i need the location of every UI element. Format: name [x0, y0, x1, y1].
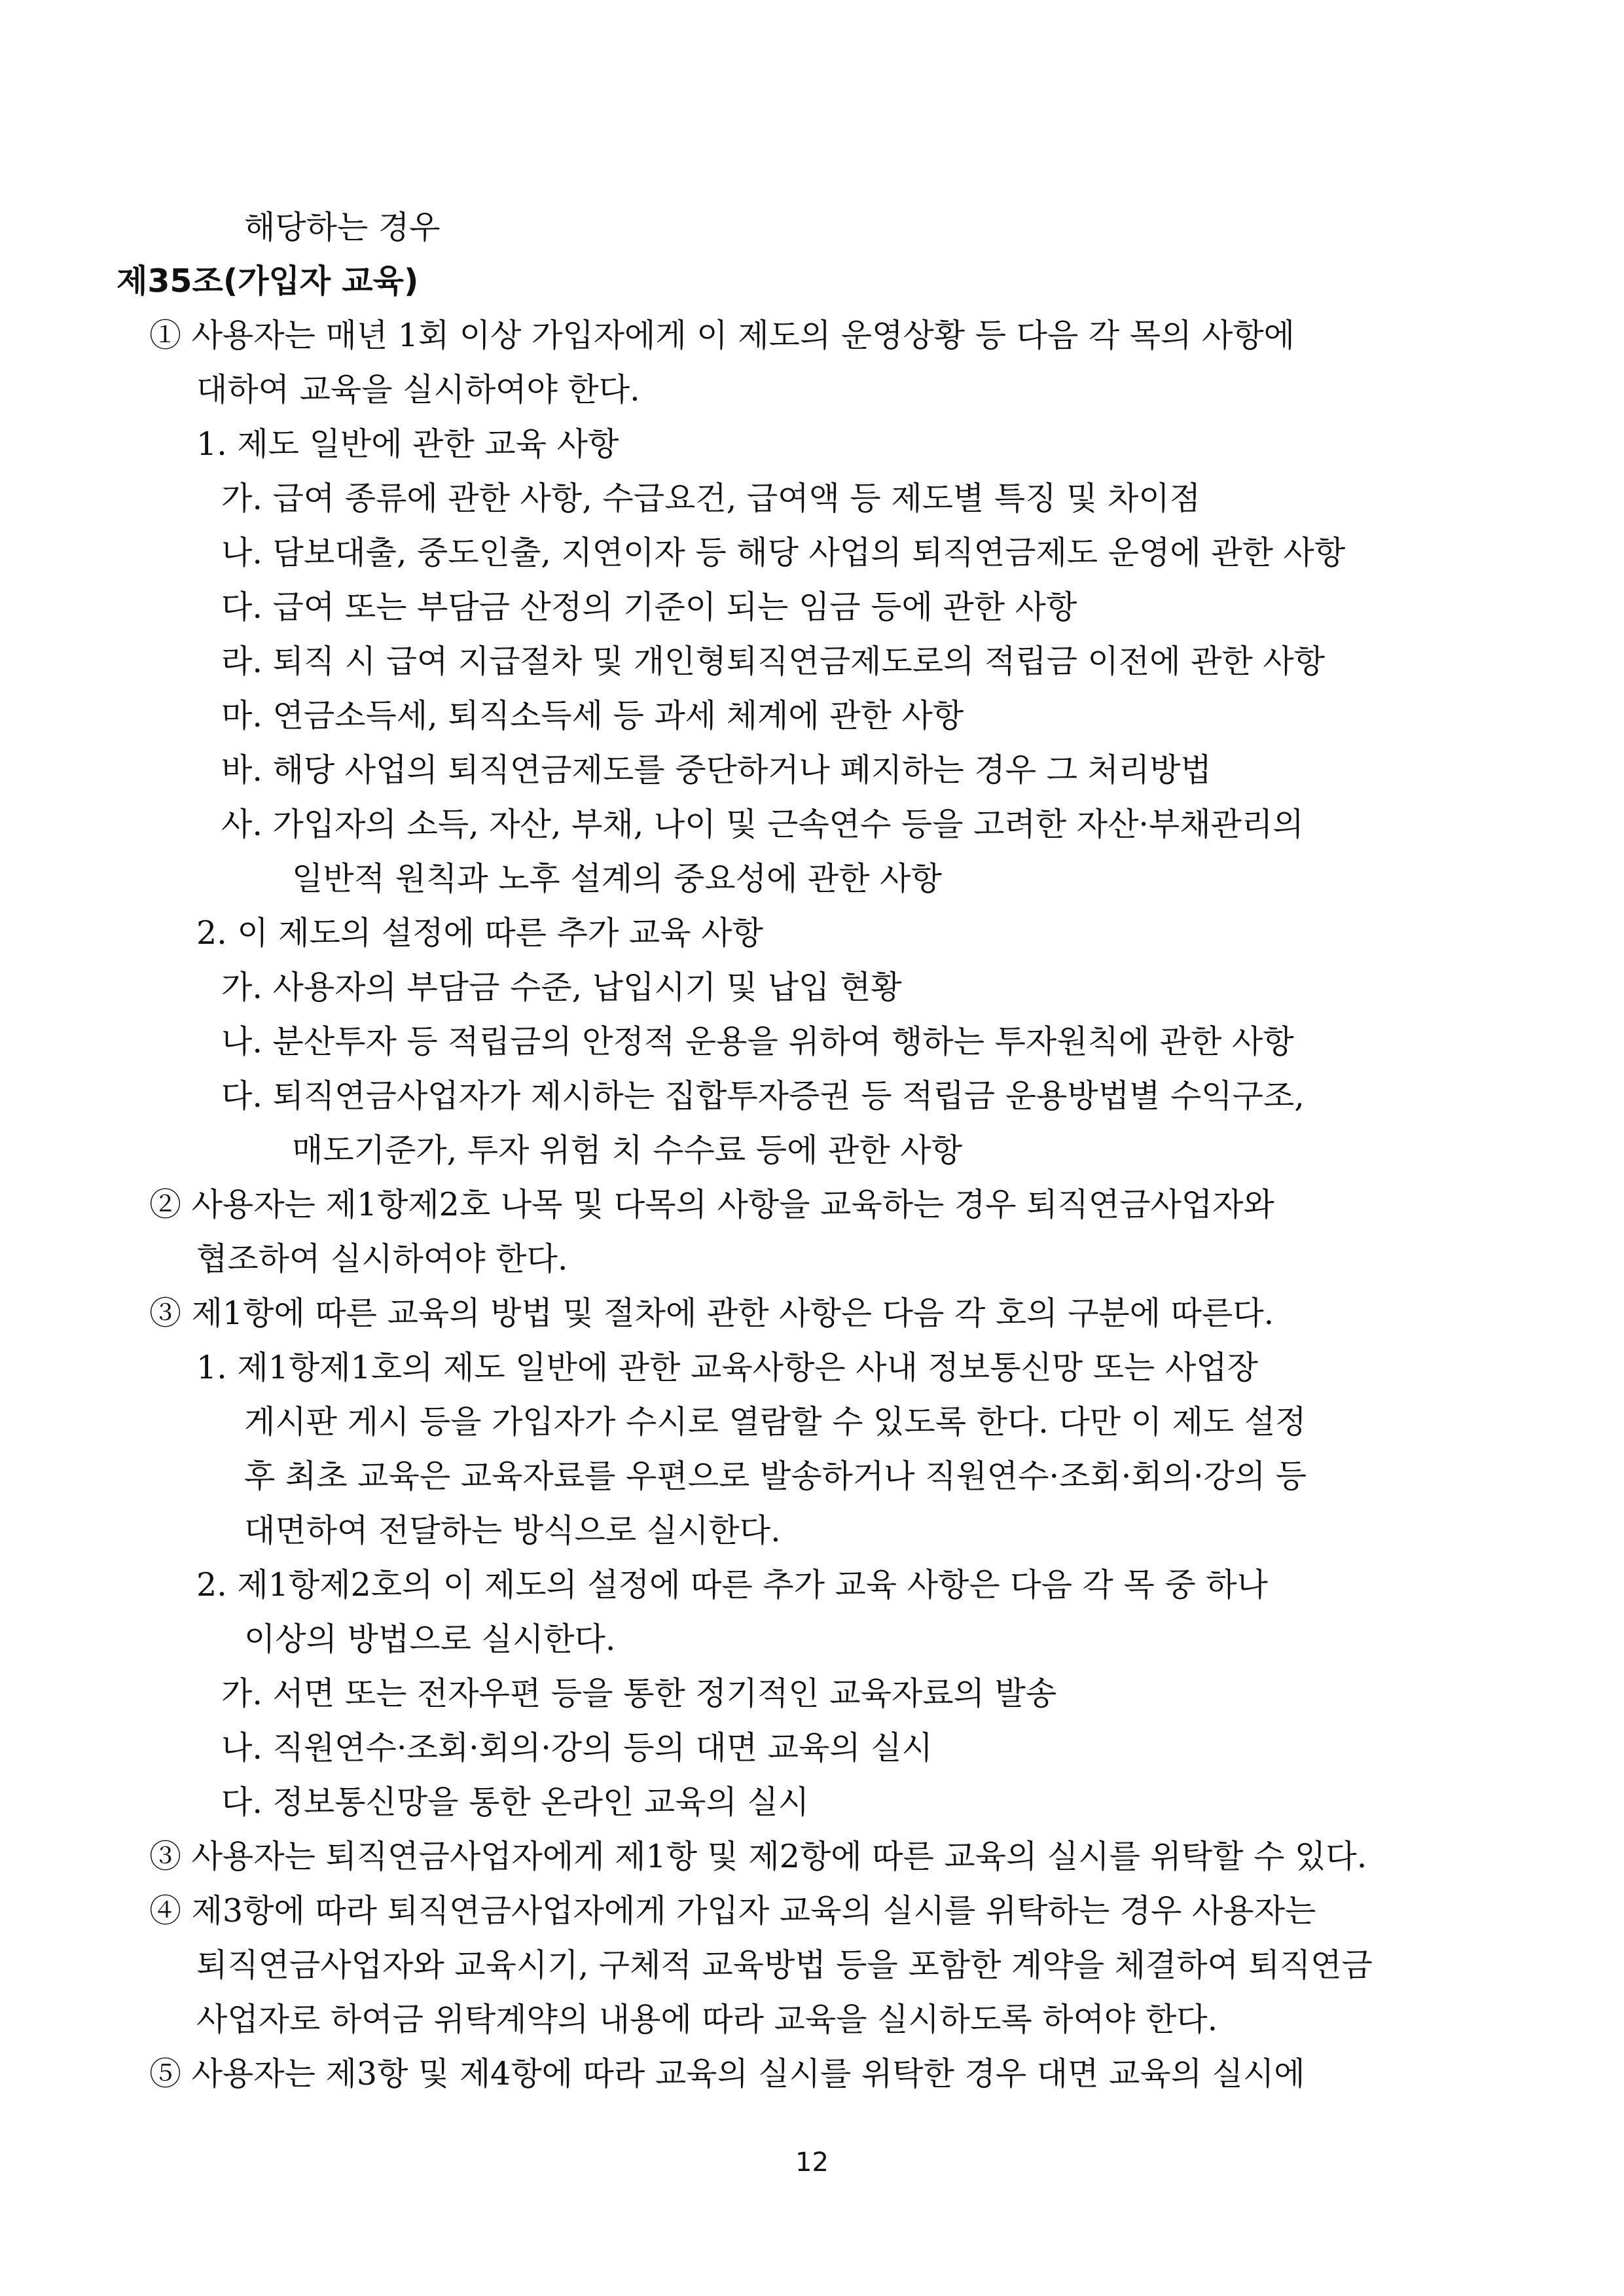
para3-item-2-cont: 이상의 방법으로 실시한다.	[244, 1621, 616, 1658]
para3-item-1-cont-1: 게시판 게시 등을 가입자가 수시로 열람할 수 있도록 한다. 다만 이 제도 설정	[244, 1403, 1307, 1441]
paragraph-5: ⑤ 사용자는 제3항 및 제4항에 따라 교육의 실시를 위탁한 경우 대면 교육의 실시에	[149, 2055, 1305, 2092]
paragraph-4-cont-1: 퇴직연금사업자와 교육시기, 구체적 교육방법 등을 포함한 계약을 체결하여 퇴직연금	[196, 1946, 1373, 1984]
paragraph-4: ④ 제3항에 따라 퇴직연금사업자에게 가입자 교육의 실시를 위탁하는 경우 사용자는	[149, 1892, 1316, 1929]
paragraph-3b: ③ 사용자는 퇴직연금사업자에게 제1항 및 제2항에 따른 교육의 실시를 위탁할 수 있다.	[149, 1838, 1367, 1875]
para3-sub-item-ga: 가. 서면 또는 전자우편 등을 통한 정기적인 교육자료의 발송	[221, 1675, 1057, 1712]
para3-item-1-cont-3: 대면하여 전달하는 방식으로 실시한다.	[244, 1512, 781, 1549]
item-1: 1. 제도 일반에 관한 교육 사항	[196, 425, 619, 463]
para3-sub-item-da: 다. 정보통신망을 통한 온라인 교육의 실시	[221, 1784, 810, 1821]
sub-item-na: 나. 담보대출, 중도인출, 지연이자 등 해당 사업의 퇴직연금제도 운영에 관한 사항	[221, 534, 1346, 571]
page-number: 12	[795, 2147, 829, 2178]
sub-item-da-2: 다. 퇴직연금사업자가 제시하는 집합투자증권 등 적립금 운용방법별 수익구조,	[221, 1077, 1305, 1115]
para3-item-1-cont-2: 후 최초 교육은 교육자료를 우편으로 발송하거나 직원연수·조회·회의·강의 등	[244, 1458, 1307, 1495]
sub-item-sa-cont: 일반적 원칙과 노후 설계의 중요성에 관한 사항	[292, 860, 942, 897]
sub-item-ma: 마. 연금소득세, 퇴직소득세 등 과세 체계에 관한 사항	[221, 697, 964, 734]
paragraph-2: ② 사용자는 제1항제2호 나목 및 다목의 사항을 교육하는 경우 퇴직연금사업자와	[149, 1186, 1274, 1223]
sub-item-ga-2: 가. 사용자의 부담금 수준, 납입시기 및 납입 현황	[221, 969, 902, 1006]
sub-item-ra: 라. 퇴직 시 급여 지급절차 및 개인형퇴직연금제도로의 적립금 이전에 관한 사항	[221, 643, 1326, 680]
sub-item-na-2: 나. 분산투자 등 적립금의 안정적 운용을 위하여 행하는 투자원칙에 관한 사항	[221, 1023, 1294, 1060]
paragraph-3: ③ 제1항에 따른 교육의 방법 및 절차에 관한 사항은 다음 각 호의 구분에 따른다.	[149, 1295, 1274, 1332]
para3-item-1: 1. 제1항제1호의 제도 일반에 관한 교육사항은 사내 정보통신망 또는 사업장	[196, 1349, 1258, 1386]
article-heading: 제35조(가입자 교육)	[117, 262, 419, 300]
sub-item-da: 다. 급여 또는 부담금 산정의 기준이 되는 임금 등에 관한 사항	[221, 588, 1077, 626]
paragraph-1-cont: 대하여 교육을 실시하여야 한다.	[196, 371, 640, 408]
item-2: 2. 이 제도의 설정에 따른 추가 교육 사항	[196, 914, 763, 952]
sub-item-sa: 사. 가입자의 소득, 자산, 부채, 나이 및 근속연수 등을 고려한 자산·부채관리의	[221, 806, 1304, 843]
sub-item-da-2-cont: 매도기준가, 투자 위험 치 수수료 등에 관한 사항	[292, 1132, 962, 1169]
para3-sub-item-na: 나. 직원연수·조회·회의·강의 등의 대면 교육의 실시	[221, 1729, 933, 1767]
continuation-text: 해당하는 경우	[244, 209, 441, 246]
paragraph-2-cont: 협조하여 실시하여야 한다.	[196, 1240, 568, 1278]
paragraph-1: ① 사용자는 매년 1회 이상 가입자에게 이 제도의 운영상황 등 다음 각 목의 사항에	[149, 317, 1295, 354]
sub-item-ba: 바. 해당 사업의 퇴직연금제도를 중단하거나 폐지하는 경우 그 처리방법	[221, 751, 1212, 789]
sub-item-ga: 가. 급여 종류에 관한 사항, 수급요건, 급여액 등 제도별 특징 및 차이점	[221, 480, 1201, 517]
para3-item-2: 2. 제1항제2호의 이 제도의 설정에 따른 추가 교육 사항은 다음 각 목 중 하나	[196, 1566, 1268, 1604]
paragraph-4-cont-2: 사업자로 하여금 위탁계약의 내용에 따라 교육을 실시하도록 하여야 한다.	[196, 2001, 1218, 2038]
